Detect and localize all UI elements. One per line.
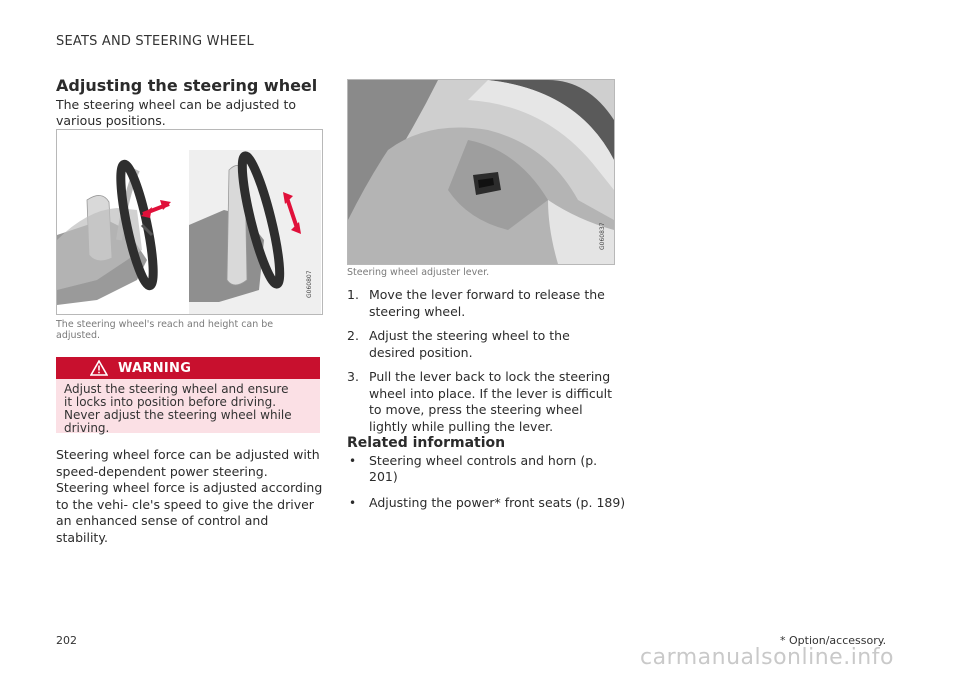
- steering-wheel-illustration: [57, 130, 322, 314]
- instruction-steps: [347, 287, 617, 443]
- step-number: 2.: [347, 328, 359, 343]
- page-subtitle: The steering wheel can be adjusted to various positions.: [56, 97, 297, 128]
- svg-text:G060807: G060807: [306, 270, 313, 298]
- warning-body: [56, 379, 320, 433]
- body-paragraph: Steering wheel force can be adjusted with speed-dependent power steering. Steering wheel force is adjusted according to the vehi- cle's speed to give the driver an enhanced sense of control and stability.: [56, 447, 323, 545]
- related-info-heading: Related information: [347, 435, 506, 451]
- related-link[interactable]: [347, 495, 627, 511]
- section-header: SEATS AND STEERING WHEEL: [56, 34, 254, 49]
- adjuster-lever-illustration: [348, 80, 614, 264]
- step-number: 1.: [347, 287, 359, 302]
- figure1-caption: The steering wheel's reach and height can be adjusted.: [56, 319, 274, 341]
- step-text: Adjust the steering wheel to the desired position.: [369, 328, 570, 360]
- related-info-list: [347, 453, 627, 521]
- warning-triangle-icon: [90, 360, 108, 380]
- step-item: [347, 287, 617, 320]
- reach-adjust-illustration: [57, 162, 171, 305]
- warning-label: WARNING: [118, 361, 192, 376]
- related-link-text[interactable]: Steering wheel controls and horn (p. 201): [369, 453, 598, 484]
- warning-header: [56, 357, 320, 379]
- related-link-text[interactable]: Adjusting the power* front seats (p. 189): [369, 495, 626, 510]
- step-text: Move the lever forward to release the steering wheel.: [369, 287, 605, 319]
- bullet: •: [349, 496, 357, 510]
- step-number: 3.: [347, 369, 359, 384]
- svg-text:G060837: G060837: [599, 222, 606, 250]
- page-title: Adjusting the steering wheel: [56, 76, 318, 95]
- footnote: * Option/accessory.: [780, 634, 887, 647]
- warning-text: Adjust the steering wheel and ensure it locks into position before driving. Never adjust the steering wheel while driving.: [64, 382, 292, 435]
- step-item: [347, 369, 617, 435]
- watermark: carmanualsonline.info: [640, 645, 894, 670]
- step-text: Pull the lever back to lock the steering wheel into place. If the lever is difficult to move, press the steering wheel lightly while pulling the lever.: [369, 369, 612, 434]
- adjuster-lever-figure: [347, 79, 615, 265]
- step-item: [347, 328, 617, 361]
- page-number: 202: [56, 634, 77, 647]
- height-adjust-illustration: [189, 150, 321, 314]
- related-link[interactable]: [347, 453, 627, 485]
- figure2-caption: Steering wheel adjuster lever.: [347, 267, 490, 278]
- bullet: •: [349, 454, 357, 468]
- steering-wheel-adjustment-figure: [56, 129, 323, 315]
